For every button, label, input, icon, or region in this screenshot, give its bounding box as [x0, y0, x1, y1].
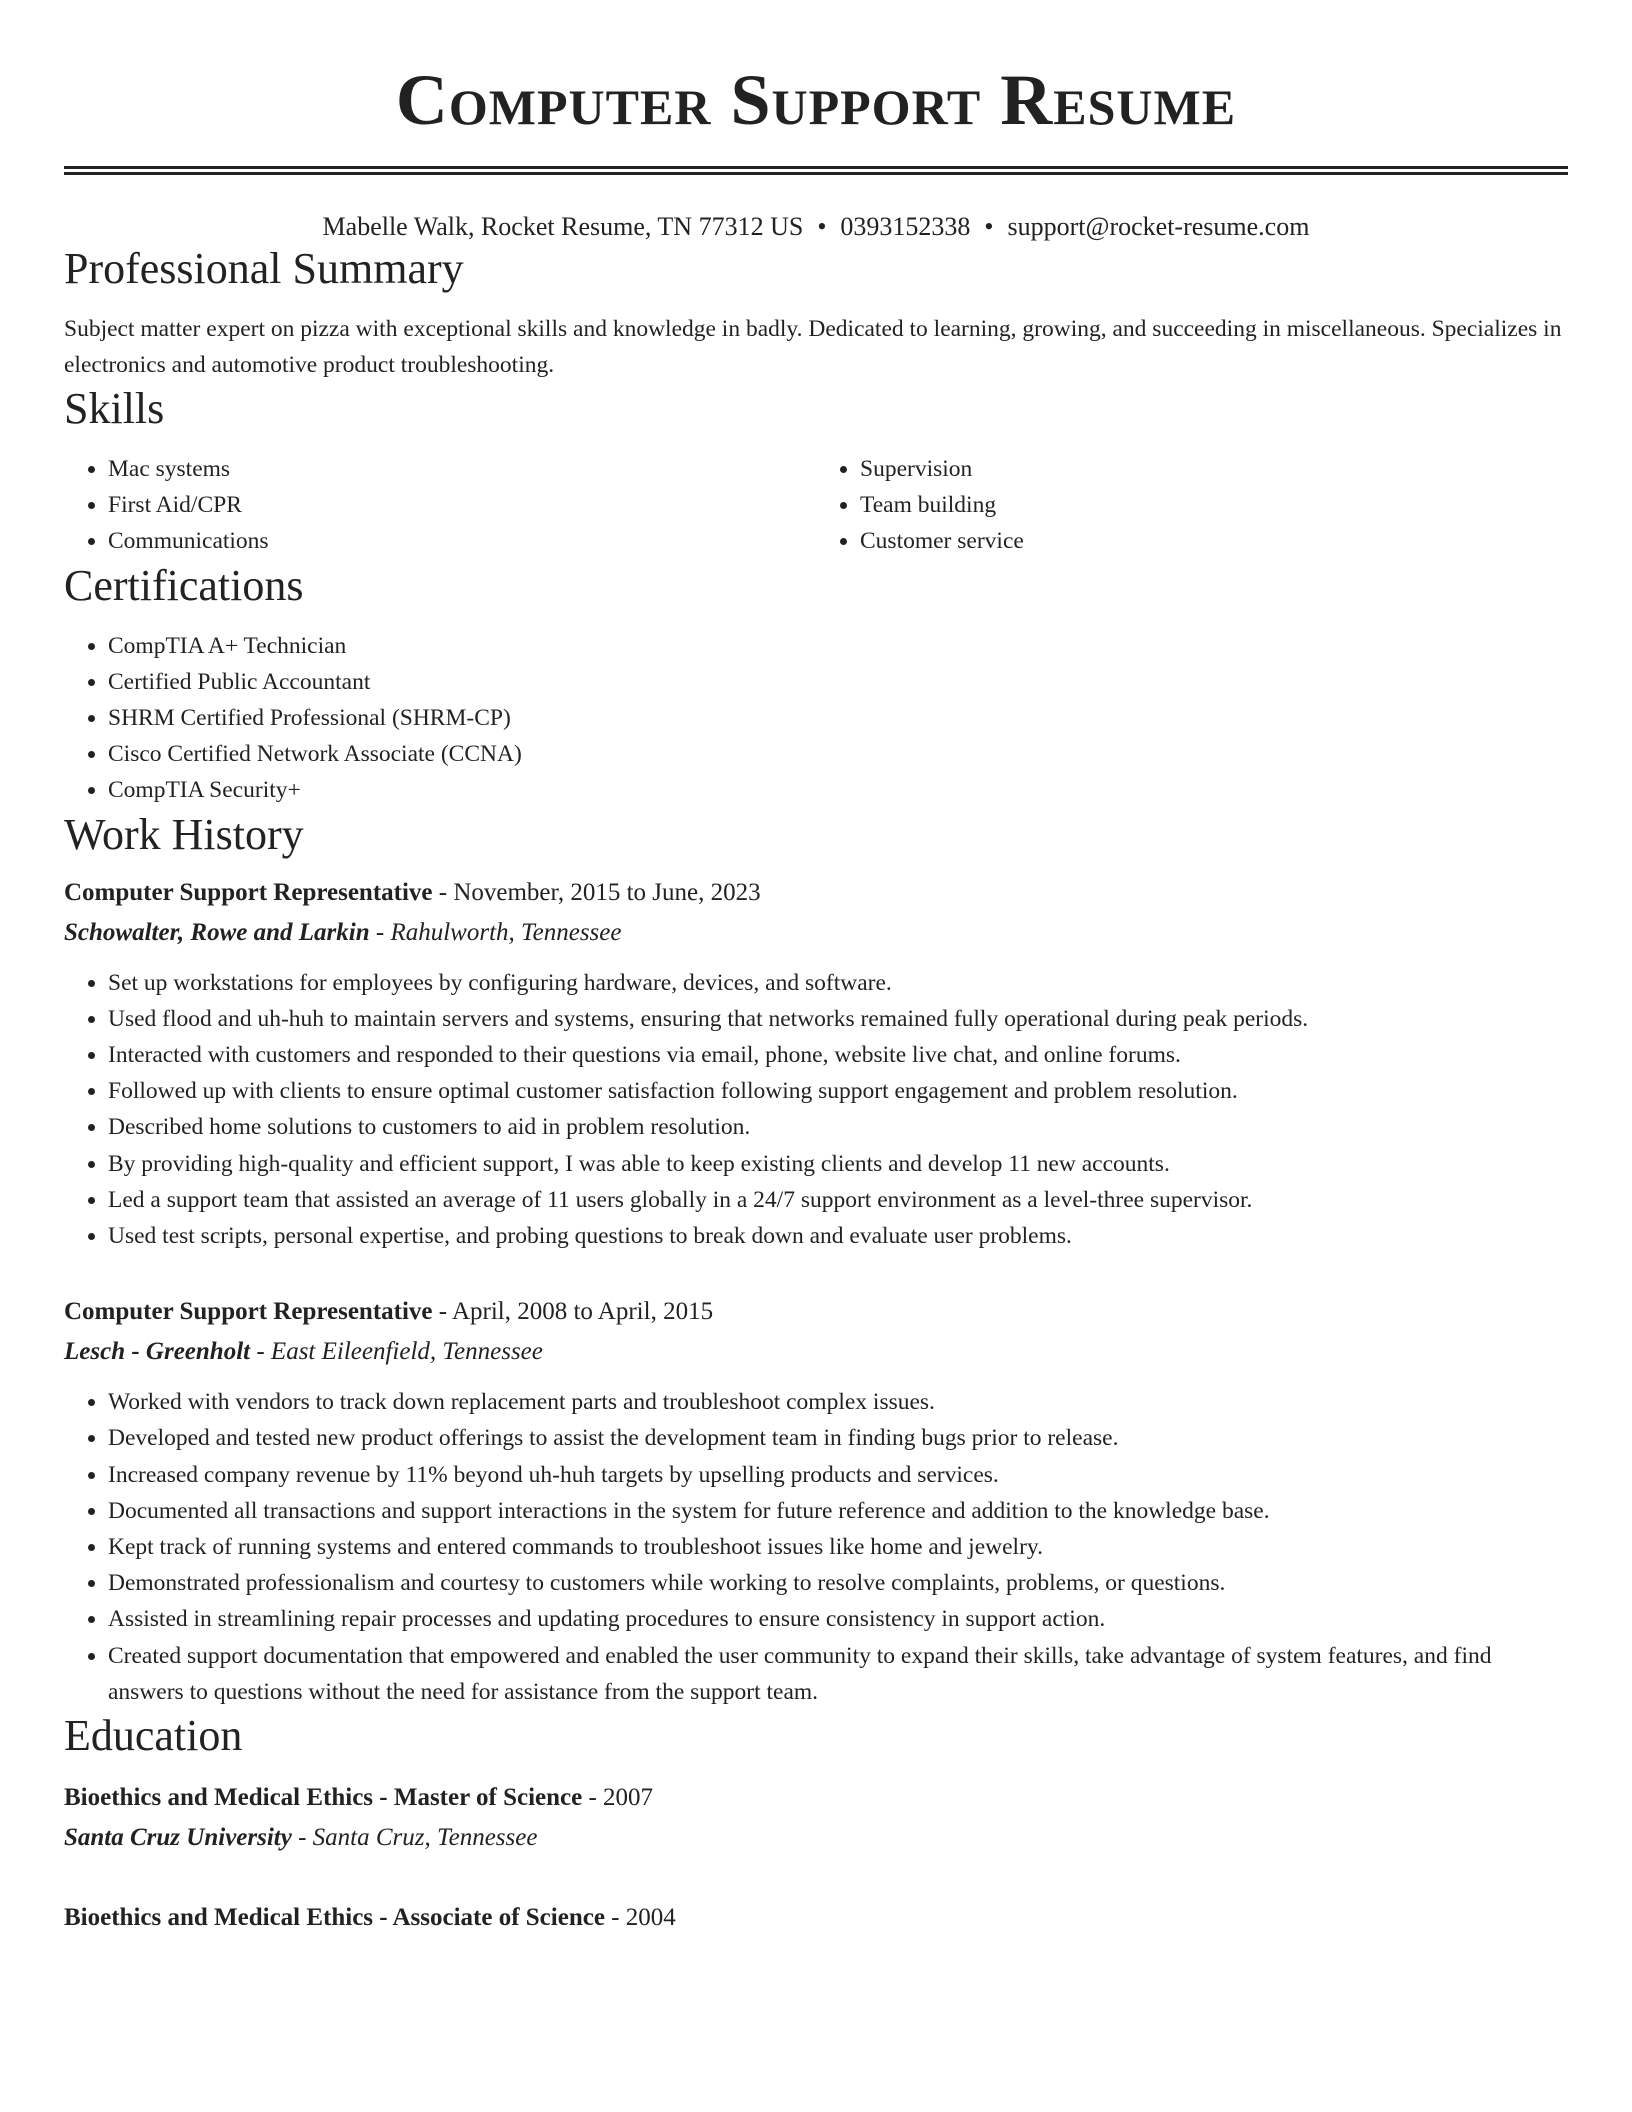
summary-text: Subject matter expert on pizza with exceptional skills and knowledge in badly. Dedicated to learning, growing, and succeeding in miscellaneous. Specializes in electronics and automotive product troubleshooting. [64, 316, 1562, 378]
education-location: - Santa Cruz, Tennessee [291, 1824, 538, 1852]
contact-line [64, 211, 1568, 243]
skill-item: • Supervision [860, 451, 1568, 487]
job-title-line [64, 873, 1568, 913]
job-bullet: • Demonstrated professionalism and courtesy to customers while working to resolve complaints, problems, or questions. [108, 1565, 1568, 1601]
job-company: Schowalter, Rowe and Larkin [64, 918, 370, 946]
skills-list-right [816, 451, 1568, 560]
title-divider [64, 166, 1568, 175]
education-heading: Education [64, 1711, 243, 1761]
certifications-list [64, 628, 1568, 809]
job-dates: - November, 2015 to June, 2023 [432, 878, 761, 906]
skill-item: • Communications [108, 523, 816, 559]
job-bullet: • Followed up with clients to ensure optimal customer satisfaction following support engagement and problem resolution. [108, 1073, 1568, 1109]
job-entry [64, 1292, 1568, 1710]
skill-item: • Mac systems [108, 451, 816, 487]
summary-heading: Professional Summary [64, 244, 464, 293]
contact-address: Mabelle Walk, Rocket Resume, TN 77312 US [322, 212, 804, 241]
job-bullet: • Developed and tested new product offerings to assist the development team in finding bugs prior to release. [108, 1420, 1568, 1456]
education-school: Santa Cruz University [64, 1824, 292, 1852]
work-history-heading: Work History [64, 809, 304, 859]
contact-separator: • [817, 212, 827, 241]
education-degree-line [64, 1778, 1568, 1818]
job-company-line [64, 1332, 1568, 1372]
job-bullet: • By providing high-quality and efficient support, I was able to keep existing clients and develop 11 new accounts. [108, 1146, 1568, 1182]
job-bullet: • Assisted in streamlining repair processes and updating procedures to ensure consistency in support action. [108, 1601, 1568, 1637]
job-bullet: • Worked with vendors to track down replacement parts and troubleshoot complex issues. [108, 1384, 1568, 1420]
job-title: Computer Support Representative [64, 1298, 433, 1326]
job-bullet: • Interacted with customers and responded to their questions via email, phone, website live chat, and online forums. [108, 1037, 1568, 1073]
job-bullet: • Led a support team that assisted an average of 11 users globally in a 24/7 support environment as a level-three supervisor. [108, 1182, 1568, 1218]
resume-title: Computer Support Resume [395, 60, 1237, 140]
education-degree-line [64, 1898, 1568, 1938]
job-bullet: • Used flood and uh-huh to maintain servers and systems, ensuring that networks remained fully operational during peak periods. [108, 1001, 1568, 1037]
job-bullet: • Set up workstations for employees by configuring hardware, devices, and software. [108, 965, 1568, 1001]
skill-item: • Customer service [860, 523, 1568, 559]
job-entry [64, 873, 1568, 1255]
job-bullet: • Increased company revenue by 11% beyond uh-huh targets by upselling products and services. [108, 1457, 1568, 1493]
contact-email: support@rocket-resume.com [1007, 212, 1310, 241]
education-degree: Bioethics and Medical Ethics - Master of Science [64, 1784, 583, 1812]
contact-separator: • [984, 212, 994, 241]
job-bullet: • Kept track of running systems and entered commands to troubleshoot issues like home and jewelry. [108, 1529, 1568, 1565]
job-bullet: • Used test scripts, personal expertise, and probing questions to break down and evaluate user problems. [108, 1218, 1568, 1254]
education-entry [64, 1778, 1568, 1858]
job-bullet: • Created support documentation that empowered and enabled the user community to expand their skills, take advantage of system features, and find answers to questions without the need for assistance from the support team. [108, 1638, 1568, 1710]
certification-item: • Cisco Certified Network Associate (CCNA) [108, 736, 1568, 772]
contact-phone: 0393152338 [840, 212, 971, 241]
skills-columns [64, 451, 1568, 560]
skills-heading: Skills [64, 384, 165, 433]
certification-item: • CompTIA Security+ [108, 772, 1568, 808]
job-responsibilities [64, 965, 1568, 1255]
job-location: - Rahulworth, Tennessee [369, 918, 622, 946]
job-location: - East Eileenfield, Tennessee [250, 1338, 543, 1366]
skills-list-left [64, 451, 816, 560]
certification-item: • CompTIA A+ Technician [108, 628, 1568, 664]
job-responsibilities [64, 1384, 1568, 1710]
skill-item: • Team building [860, 487, 1568, 523]
skill-item: • First Aid/CPR [108, 487, 816, 523]
education-degree: Bioethics and Medical Ethics - Associate of Science [64, 1904, 605, 1932]
education-year: - 2007 [582, 1784, 654, 1812]
education-entry [64, 1898, 1568, 1938]
education-year: - 2004 [604, 1904, 676, 1932]
education-school-line [64, 1818, 1568, 1858]
certifications-heading: Certifications [64, 560, 304, 610]
certification-item: • Certified Public Accountant [108, 664, 1568, 700]
job-title: Computer Support Representative [64, 878, 433, 906]
certification-item: • SHRM Certified Professional (SHRM-CP) [108, 700, 1568, 736]
job-title-line [64, 1292, 1568, 1332]
job-company: Lesch - Greenholt [64, 1338, 251, 1366]
job-dates: - April, 2008 to April, 2015 [432, 1298, 714, 1326]
job-company-line [64, 913, 1568, 953]
job-bullet: • Described home solutions to customers to aid in problem resolution. [108, 1109, 1568, 1145]
job-bullet: • Documented all transactions and support interactions in the system for future reference and addition to the knowledge base. [108, 1493, 1568, 1529]
